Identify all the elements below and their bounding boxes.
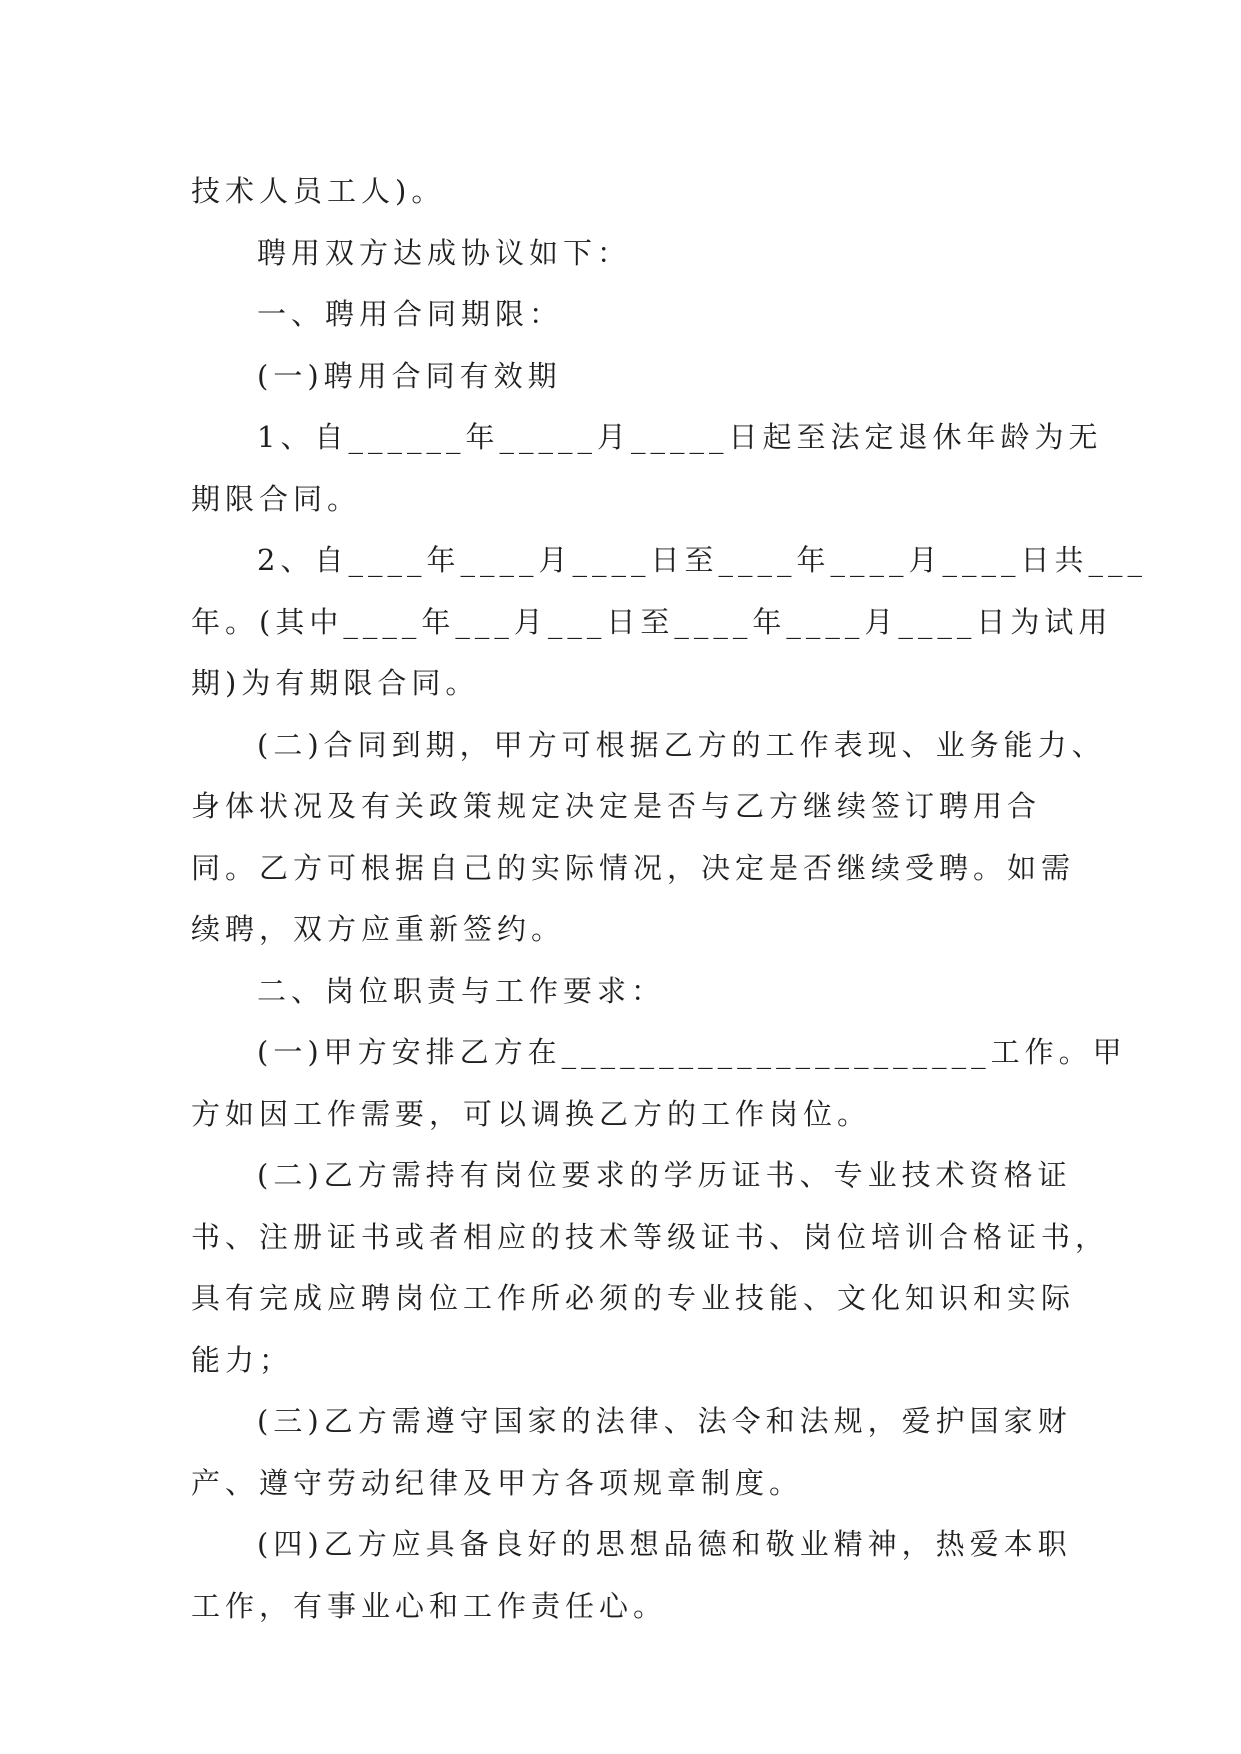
text-line: 期)为有期限合同。: [191, 666, 480, 700]
paragraph-first-line: (四)乙方应具备良好的思想品德和敬业精神，热爱本职: [257, 1527, 1072, 1561]
text-line: 身体状况及有关政策规定决定是否与乙方继续签订聘用合: [191, 789, 1042, 823]
subsection-heading: (一)聘用合同有效期: [257, 358, 562, 393]
paragraph-first-line: 1、自______年_____月_____日起至法定退休年龄为无: [257, 420, 1103, 454]
text-line: 书、注册证书或者相应的技术等级证书、岗位培训合格证书，: [191, 1219, 1110, 1254]
section-heading: 二、岗位职责与工作要求：: [257, 973, 666, 1008]
text-line: 能力；: [191, 1342, 294, 1377]
paragraph-first-line: (二)合同到期，甲方可根据乙方的工作表现、业务能力、: [257, 727, 1106, 762]
text-line: 同。乙方可根据自己的实际情况，决定是否继续受聘。如需: [191, 850, 1076, 885]
paragraph-first-line: (一)甲方安排乙方在______________________工作。甲: [257, 1035, 1127, 1069]
text-line: 续聘，双方应重新签约。: [191, 912, 566, 946]
text-line: 工作，有事业心和工作责任心。: [191, 1588, 668, 1623]
paragraph-first-line: 2、自____年____月____日至____年____月____日共___: [257, 543, 1147, 577]
text-line: 方如因工作需要，可以调换乙方的工作岗位。: [191, 1096, 872, 1131]
document-body: [191, 161, 1147, 1637]
text-line: 技术人员工人)。: [191, 174, 446, 208]
text-line: 产、遵守劳动纪律及甲方各项规章制度。: [191, 1465, 804, 1500]
paragraph-first-line: 聘用双方达成协议如下：: [257, 235, 632, 270]
text-line: 期限合同。: [191, 481, 362, 516]
paragraph-first-line: (二)乙方需持有岗位要求的学历证书、专业技术资格证: [257, 1158, 1072, 1192]
paragraph-first-line: (三)乙方需遵守国家的法律、法令和法规，爱护国家财: [257, 1404, 1072, 1438]
text-line: 年。(其中____年___月___日至____年____月____日为试用: [191, 604, 1113, 639]
text-line: 具有完成应聘岗位工作所必须的专业技能、文化知识和实际: [191, 1281, 1076, 1315]
section-heading: 一、聘用合同期限：: [257, 297, 564, 331]
